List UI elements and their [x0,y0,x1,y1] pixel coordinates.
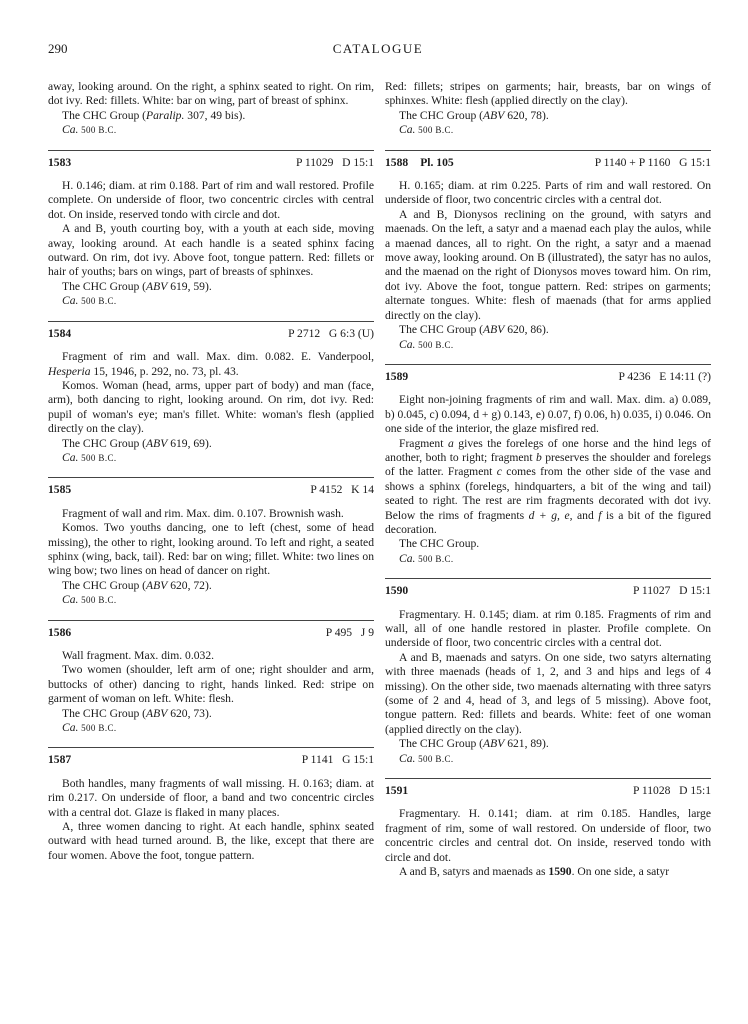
inventory-number: P 11028 D 15:1 [632,784,711,798]
entry-reference: The CHC Group (ABV 620, 72). [62,578,212,592]
entry-description: Both handles, many fragments of wall missing. H. 0.163; diam. at rim 0.217. On underside of floor, a band and two concentric circles with a central dot. Glaze is flaked in many places. [48,776,374,819]
entry-text: Red: fillets; stripes on garments; hair, breasts, bar on wings of sphinxes. White: flesh (applied directly on the clay). [385,80,711,108]
entry-reference: The CHC Group (ABV 620, 86). [399,323,549,337]
page-header [48,42,708,62]
entry-description: Fragment of wall and rim. Max. dim. 0.107. Brownish wash. [62,506,344,520]
entry-number: 1589 [385,369,409,383]
catalogue-entry-1586 [48,620,374,736]
entry-description: Eight non-joining fragments of rim and wall. Max. dim. a) 0.089, b) 0.045, c) 0.094, d + g) 0.143, e) 0.07, f) 0.06, h) 0.035, i) 0.046. On one side of the interior, the glaze misfired red. [385,393,711,436]
entry-subject: A and B, Dionysos reclining on the ground, with satyrs and maenads. On the left, a satyr and a maenad each play the aulos, while a maenad dances, all to right. On the right, a satyr and a maenad move away, looking around. On B (illustrated), the satyr has no aulos, and the maenad on the right of Dionysos moves toward him. On rim, dot ivy. Above the foot, tongue pattern. Red: stripes on garments; alternate tongues. White: flesh of maenads (that for arms applied directly on the clay). [385,207,711,322]
left-column [48,80,374,875]
entry-date: Ca. 500 B.C. [62,450,117,464]
entry-subject: A, three women dancing to right. At each handle, sphinx seated outward with head turned around. B, the like, except that there are four women. Above the foot, tongue pattern. [48,820,374,862]
entry-continuation-right [385,80,711,138]
entry-reference: The CHC Group (ABV 620, 73). [62,706,212,720]
entry-date: Ca. 500 B.C. [399,337,454,351]
plate-reference: Pl. 105 [420,155,454,169]
catalogue-entry-1587 [48,747,374,863]
catalogue-entry-1589 [385,364,711,566]
inventory-number: P 4236 E 14:11 (?) [618,369,711,383]
entry-number: 1583 [48,155,72,169]
entry-heading [48,321,374,341]
entry-subject: A and B, satyrs and maenads as 1590. On one side, a satyr [399,865,670,879]
inventory-number: P 1141 G 15:1 [301,753,374,767]
entry-text: away, looking around. On the right, a sphinx seated to right. On rim, dot ivy. Red: fillets. White: bar on wing, part of breast of sphinx. [48,80,374,108]
inventory-number: P 2712 G 6:3 (U) [288,326,374,340]
entry-continuation-left [48,80,374,138]
catalogue-entry-1583 [48,150,374,309]
entry-date: Ca. 500 B.C. [399,751,454,765]
entry-heading [385,778,711,798]
entry-heading [385,150,711,170]
inventory-number: P 11029 D 15:1 [295,155,374,169]
entry-description: Fragment of rim and wall. Max. dim. 0.082. E. Vanderpool, Hesperia 15, 1946, p. 292, no. 73, pl. 43. [48,350,374,378]
inventory-number: P 1140 + P 1160 G 15:1 [594,155,711,169]
entry-heading [385,578,711,598]
inventory-number: P 4152 K 14 [310,483,374,497]
entry-subject: Komos. Woman (head, arms, upper part of body) and man (face, arm), both dancing to right, looking around. On rim, dot ivy. Red: pupil of woman's eye; man's fillet. White: woman's flesh (applied directly on the clay). [48,378,374,436]
right-column [385,80,711,892]
entry-number: 1586 [48,625,72,639]
entry-subject: Fragment a gives the forelegs of one horse and the hind legs of another, both to right; fragment b preserves the shoulder and forelegs of the latter. Fragment c comes from the other side of the vase and shows a sphinx (forelegs, hindquarters, a bit of the wing and tail) seated to right. The rest are rim fragments decorated with dot ivy. Below the rims of fragments d + g, e, and f is a bit of the figured decoration. [385,436,711,536]
entry-date: Ca. 500 B.C. [62,593,117,607]
entry-reference: The CHC Group (ABV 620, 78). [399,108,549,122]
entry-description: Fragmentary. H. 0.141; diam. at rim 0.185. Handles, large fragment of rim, some of wall restored. On underside of floor, two concentric circles and central dot. On inside, reserved tondo with circle and dot. [385,807,711,864]
entry-date: Ca. 500 B.C. [399,123,454,137]
entry-date: Ca. 500 B.C. [62,123,117,137]
page-number: 290 [48,41,68,56]
entry-heading [48,747,374,767]
entry-reference: The CHC Group (ABV 621, 89). [399,737,549,751]
entry-subject: Two women (shoulder, left arm of one; right shoulder and arm, buttocks of other) dancing to right, hands linked. Red: stripe on garment of woman on left. White: flesh. [48,663,374,706]
entry-number: 1584 [48,326,72,340]
entry-subject: Komos. Two youths dancing, one to left (chest, some of head missing), the other to right, looking around. To left and right, a seated sphinx (wing, back, tail). Red: bar on wing; fillet. White: two lines on wing bow; two lines on head of dancer on right. [48,521,374,578]
running-title: CATALOGUE [332,41,424,56]
entry-reference: The CHC Group (ABV 619, 59). [62,279,212,293]
catalogue-entry-1584 [48,321,374,466]
catalogue-entry-1588 [385,150,711,352]
entry-date: Ca. 500 B.C. [62,721,117,735]
entry-description: H. 0.165; diam. at rim 0.225. Parts of rim and wall restored. On underside of floor, two concentric circles with a central dot. [385,179,711,207]
entry-reference: The CHC Group (Paralip. 307, 49 bis). [62,108,246,122]
entry-reference: The CHC Group. [399,537,480,551]
entry-number: 1585 [48,483,72,497]
entry-description: Fragmentary. H. 0.145; diam. at rim 0.185. Fragments of rim and wall, all of one handle restored in plaster. Profile complete. On underside of floor, two concentric circles with a central dot. [385,607,711,650]
entry-date: Ca. 500 B.C. [62,294,117,308]
entry-number: 1588 [385,155,409,169]
entry-subject: A and B, youth courting boy, with a youth at each side, moving away, looking around. At each handle is a seated sphinx facing outward. On rim, dot ivy. Above foot, tongue pattern. Red: fillets or hair of youths; bars on wings, part of breasts of sphinxes. [48,222,374,279]
entry-heading [48,477,374,497]
entry-number: 1587 [48,753,72,767]
entry-reference: The CHC Group (ABV 619, 69). [62,436,212,450]
entry-heading [48,150,374,170]
entry-number: 1591 [385,784,409,798]
entry-subject: A and B, maenads and satyrs. On one side, two satyrs alternating with three maenads (heads of 1, 2, and 3 and hips and legs of 4 missing). On the other side, two maenads alternating with three satyrs (some of 2 and 4, head of 3, and legs of 5 missing). Above foot, tongue pattern. Red: fillets and beards. White: feet of one woman (applied directly on the clay). [385,650,711,736]
inventory-number: P 11027 D 15:1 [632,584,711,598]
catalogue-entry-1590 [385,578,711,766]
entry-date: Ca. 500 B.C. [399,551,454,565]
inventory-number: P 495 J 9 [325,625,374,639]
entry-description: H. 0.146; diam. at rim 0.188. Part of rim and wall restored. Profile complete. On underside of floor, two concentric circles with central dot. On inside, reserved tondo with circle and dot. [48,179,374,221]
entry-number: 1590 [385,584,409,598]
catalogue-entry-1585 [48,477,374,607]
entry-description: Wall fragment. Max. dim. 0.032. [62,649,215,662]
entry-heading [385,364,711,384]
catalogue-entry-1591 [385,778,711,879]
entry-heading [48,620,374,640]
